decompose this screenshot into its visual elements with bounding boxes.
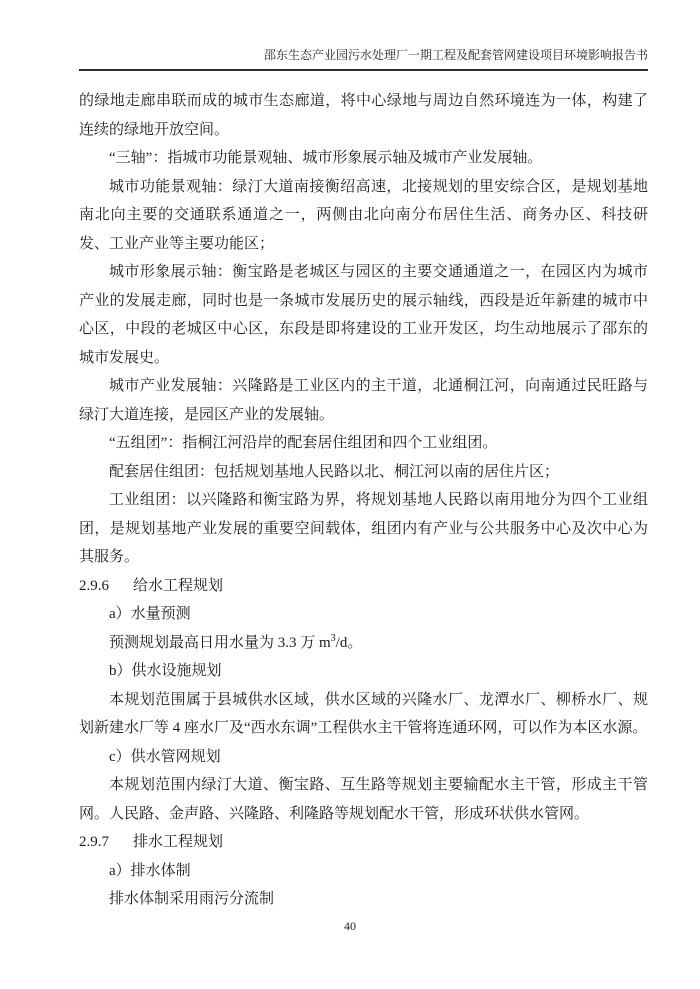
water-volume-text: 预测规划最高日用水量为 3.3 万 m [109,634,331,651]
paragraph-water-network: 本规划范围内绿汀大道、衡宝路、互生路等规划主要输配水主干管，形成主干管网。人民路、金声路、兴隆路、利隆路等规划配水干管，形成环状供水管网。 [79,777,648,822]
paragraph-drain-system: 排水体制采用雨污分流制 [109,891,275,907]
section-title-water-supply: 给水工程规划 [133,577,224,594]
paragraph-industrial-cluster: 工业组团：以兴隆路和衡宝路为界，将规划基地人民路以南用地分为四个工业组团，是规划基地产业发展的重要空间载体，组团内有产业与公共服务中心及次中心为其服务。 [79,492,648,565]
paragraph-function-axis: 城市功能景观轴：绿汀大道南接衡绍高速，北接规划的里安综合区，是规划基地南北向主要的交通联系通道之一，两侧由北向南分布居住生活、商务办区、科技研发、工业产业等主要功能区； [79,178,648,252]
section-number-2-9-7: 2.9.7 [79,834,109,850]
paragraph-three-axes: “三轴”：指城市功能景观轴、城市形象展示轴及城市产业发展轴。 [109,150,543,166]
paragraph-water-facility: 本规划范围属于县城供水区域，供水区域的兴隆水厂、龙潭水厂、柳桥水厂、规划新建水厂等 4 座水厂及“西水东调”工程供水主干管将连通环网，可以作为本区水源。 [79,691,648,736]
item-a-drain-system: a）排水体制 [109,862,191,879]
header-rule [79,69,648,71]
paragraph-water-volume [79,629,648,658]
paragraph-residential-cluster: 配套居住组团：包括规划基地人民路以北、桐江河以南的居住片区； [109,463,560,480]
paragraph-industry-axis: 城市产业发展轴：兴隆路是工业区内的主干道，北通桐江河，向南通过民旺路与绿汀大道连接，是园区产业的发展轴。 [79,378,648,423]
header-title: 邵东生态产业园污水处理厂一期工程及配套管网建设项目环境影响报告书 [263,48,648,62]
section-number-2-9-6: 2.9.6 [79,577,109,594]
item-a-water-forecast: a）水量预测 [109,606,191,622]
paragraph-green-corridor: 的绿地走廊串联而成的城市生态廊道，将中心绿地与周边自然环境连为一体，构建了连续的绿地开放空间。 [79,93,648,138]
section-title-drainage: 排水工程规划 [133,834,224,850]
item-c-water-network: c）供水管网规划 [109,748,221,765]
item-b-water-facility: b）供水设施规划 [109,663,222,679]
water-volume-superscript: 3 [330,632,336,644]
page-number: 40 [344,919,356,933]
document-body [79,87,648,914]
section-heading-2-9-6 [79,572,648,601]
paragraph-image-axis: 城市形象展示轴：衡宝路是老城区与园区的主要交通通道之一，在园区内为城市产业的发展走廊，同时也是一条城市发展历史的展示轴线，西段是近年新建的城市中心区，中段的老城区中心区，东段是即将建设的工业开发区，均生动地展示了邵东的城市发展史。 [79,264,648,366]
water-volume-unit: /d。 [335,634,363,651]
paragraph-five-clusters: “五组团”：指桐江河沿岸的配套居住组团和四个工业组团。 [109,435,498,451]
page-header [79,47,648,63]
section-heading-2-9-7 [79,828,648,857]
